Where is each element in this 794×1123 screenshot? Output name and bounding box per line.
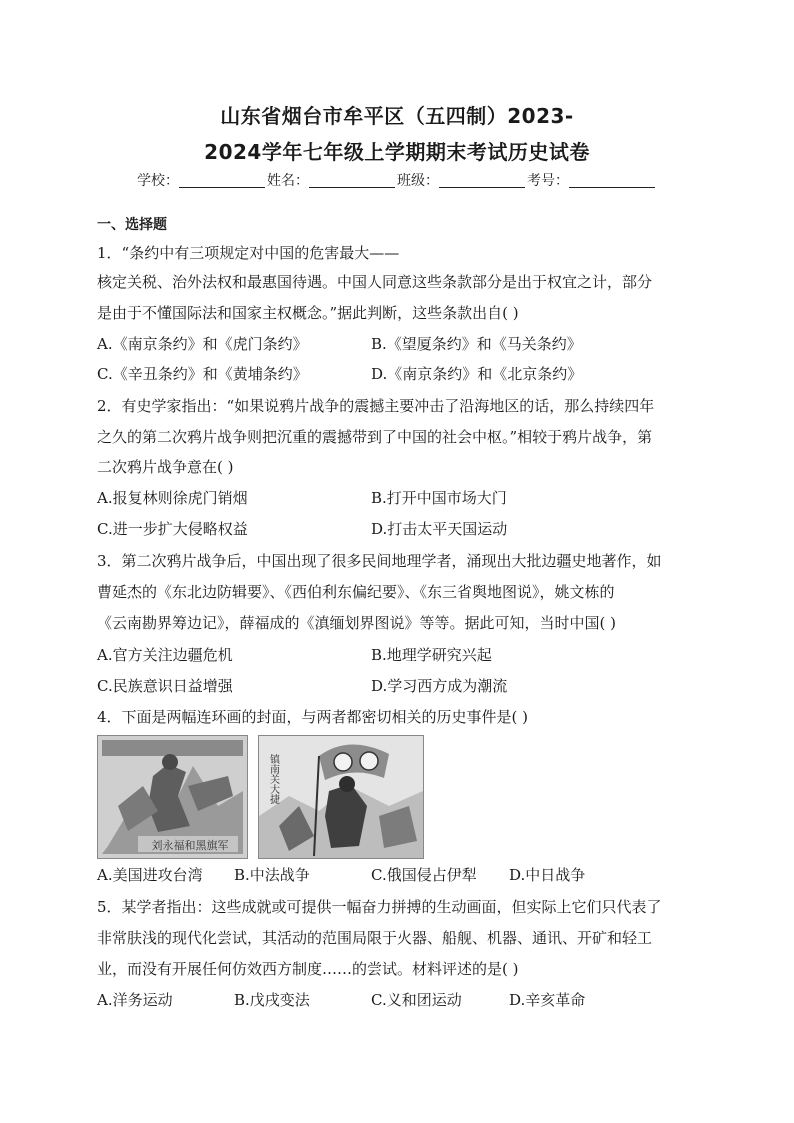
comic-cover-2-image: [258, 735, 424, 859]
question-1-line-2: 核定关税、治外法权和最惠国待遇。中国人同意这些条款部分是出于权宜之计，部分: [97, 273, 653, 291]
exam-title-line-2: 2024学年七年级上学期期末考试历史试卷: [204, 140, 590, 164]
name-blank: [309, 173, 395, 188]
question-5-line-3: 业，而没有开展任何仿效西方制度……的尝试。材料评述的是( ): [97, 960, 519, 978]
question-3-option-a: A.官方关注边疆危机: [97, 646, 233, 664]
comic-cover-illustration-icon: [259, 736, 423, 858]
class-blank: [439, 173, 525, 188]
name-label: 姓名：: [267, 173, 309, 189]
question-4-option-d: D.中日战争: [509, 866, 586, 884]
question-3-option-b: B.地理学研究兴起: [371, 646, 492, 664]
question-3-line-3: 《云南勘界筹边记》，薛福成的《滇缅划界图说》等等。据此可知，当时中国( ): [97, 614, 616, 632]
question-4-option-a: A.美国进攻台湾: [97, 866, 203, 884]
question-4-line-1: 4．下面是两幅连环画的封面，与两者都密切相关的历史事件是( ): [97, 708, 529, 726]
exam-title-line-1: 山东省烟台市牟平区（五四制）2023-: [220, 104, 574, 128]
school-blank: [179, 173, 265, 188]
question-5-option-c: C.义和团运动: [371, 991, 462, 1009]
question-1-option-c: C.《辛丑条约》和《黄埔条约》: [97, 365, 308, 383]
question-1-option-a: A.《南京条约》和《虎门条约》: [97, 335, 308, 353]
question-1-option-b: B.《望厦条约》和《马关条约》: [371, 335, 582, 353]
number-blank: [569, 173, 655, 188]
comic-cover-illustration-icon: [98, 736, 247, 858]
question-3-line-1: 3．第二次鸦片战争后，中国出现了很多民间地理学者，涌现出大批边疆史地著作，如: [97, 552, 662, 570]
question-2-option-d: D.打击太平天国运动: [371, 520, 508, 538]
school-label: 学校：: [137, 173, 179, 189]
question-5-option-a: A.洋务运动: [97, 991, 173, 1009]
question-2-option-b: B.打开中国市场大门: [371, 489, 507, 507]
question-4-option-c: C.俄国侵占伊犁: [371, 866, 477, 884]
class-label: 班级：: [397, 173, 439, 189]
question-2-option-c: C.进一步扩大侵略权益: [97, 520, 248, 538]
number-label: 考号：: [527, 173, 569, 189]
question-3-line-2: 曹延杰的《东北边防辑要》、《西伯利东偏纪要》、《东三省舆地图说》，姚文栋的: [97, 583, 615, 601]
svg-text:镇南关大捷: 镇南关大捷: [267, 754, 279, 804]
question-3-option-d: D.学习西方成为潮流: [371, 677, 508, 695]
question-2-option-a: A.报复林则徐虎门销烟: [97, 489, 248, 507]
comic-cover-1-image: [97, 735, 248, 859]
question-1-option-d: D.《南京条约》和《北京条约》: [371, 365, 583, 383]
question-5-option-d: D.辛亥革命: [509, 991, 586, 1009]
student-info-row: [0, 170, 794, 190]
question-1-line-1: 1．“条约中有三项规定对中国的危害最大——: [97, 244, 400, 262]
question-2-line-2: 之久的第二次鸦片战争则把沉重的震撼带到了中国的社会中枢。”相较于鸦片战争，第: [97, 428, 653, 446]
question-5-line-2: 非常肤浅的现代化尝试，其活动的范围局限于火器、船舰、机器、通讯、开矿和轻工: [97, 929, 653, 947]
comic-cover-2-caption: [268, 753, 280, 805]
question-4-option-b: B.中法战争: [234, 866, 310, 884]
question-2-line-3: 二次鸦片战争意在( ): [97, 458, 234, 476]
question-5-option-b: B.戊戌变法: [234, 991, 310, 1009]
question-3-option-c: C.民族意识日益增强: [97, 677, 233, 695]
question-2-line-1: 2．有史学家指出：“如果说鸦片战争的震撼主要冲击了沿海地区的话，那么持续四年: [97, 397, 655, 415]
section-title: 一、选择题: [97, 217, 167, 233]
question-5-line-1: 5．某学者指出：这些成就或可提供一幅奋力拼搏的生动画面，但实际上它们只代表了: [97, 898, 662, 916]
question-1-line-3: 是由于不懂国际法和国家主权概念。”据此判断，这些条款出自( ): [97, 304, 519, 322]
comic-cover-1-caption: 刘永福和黑旗军: [151, 839, 229, 852]
